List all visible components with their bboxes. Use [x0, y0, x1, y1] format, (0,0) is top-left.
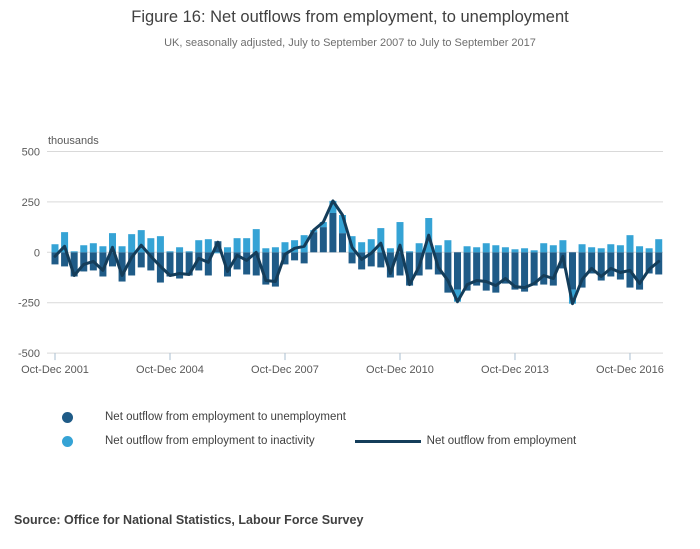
bar-unemployment[interactable] [454, 252, 461, 289]
bar-inactivity[interactable] [281, 242, 288, 252]
bar-inactivity[interactable] [588, 247, 595, 252]
y-tick-label: -500 [17, 348, 40, 361]
bar-inactivity[interactable] [607, 244, 614, 252]
bar-inactivity[interactable] [435, 245, 442, 252]
bar-inactivity[interactable] [492, 245, 499, 252]
x-tick-label: Oct-Dec 2001 [21, 364, 89, 377]
x-tick-label: Oct-Dec 2010 [366, 364, 434, 377]
line-swatch-icon [355, 440, 421, 443]
bar-inactivity[interactable] [655, 239, 662, 252]
bar-inactivity[interactable] [195, 240, 202, 252]
bar-unemployment[interactable] [339, 233, 346, 252]
legend-label-unemployment: Net outflow from employment to unemployment [105, 411, 346, 423]
bar-inactivity[interactable] [262, 248, 269, 252]
bar-unemployment[interactable] [617, 252, 624, 279]
bar-inactivity[interactable] [406, 251, 413, 252]
bar-inactivity[interactable] [358, 242, 365, 252]
chart-svg [0, 130, 700, 380]
bar-inactivity[interactable] [473, 247, 480, 252]
legend-label-inactivity: Net outflow from employment to inactivity [105, 435, 315, 447]
bar-inactivity[interactable] [464, 246, 471, 252]
x-tick-label: Oct-Dec 2013 [481, 364, 549, 377]
x-axis [21, 353, 664, 376]
bar-inactivity[interactable] [540, 243, 547, 252]
y-tick-label: 250 [21, 196, 40, 209]
bar-unemployment[interactable] [425, 252, 432, 269]
bar-unemployment[interactable] [138, 252, 145, 267]
bar-unemployment[interactable] [320, 227, 327, 252]
y-tick-label: 0 [33, 247, 40, 260]
bar-inactivity[interactable] [416, 243, 423, 252]
bar-inactivity[interactable] [71, 251, 78, 252]
bar-inactivity[interactable] [646, 248, 653, 252]
bar-inactivity[interactable] [243, 238, 250, 252]
y-tick-label: -250 [17, 297, 40, 310]
bar-inactivity[interactable] [559, 240, 566, 252]
chart-legend [62, 405, 662, 453]
bar-inactivity[interactable] [90, 243, 97, 252]
bar-unemployment[interactable] [243, 252, 250, 274]
bar-inactivity[interactable] [52, 244, 59, 252]
y-axis-unit-label: thousands [48, 135, 99, 147]
bar-inactivity[interactable] [99, 246, 106, 252]
bar-inactivity[interactable] [626, 235, 633, 252]
bar-inactivity[interactable] [598, 248, 605, 252]
bar-inactivity[interactable] [157, 236, 164, 252]
unemployment-swatch-icon [62, 412, 73, 423]
bar-inactivity[interactable] [521, 248, 528, 252]
legend-item-unemployment[interactable] [62, 405, 662, 429]
bar-inactivity[interactable] [550, 245, 557, 252]
legend-label-line: Net outflow from employment [426, 435, 577, 447]
bar-inactivity[interactable] [186, 251, 193, 252]
bar-inactivity[interactable] [502, 247, 509, 252]
bar-inactivity[interactable] [579, 244, 586, 252]
bar-inactivity[interactable] [511, 249, 518, 252]
bar-inactivity[interactable] [253, 229, 260, 252]
bar-inactivity[interactable] [617, 245, 624, 252]
bar-inactivity[interactable] [128, 234, 135, 252]
x-tick-label: Oct-Dec 2004 [136, 364, 204, 377]
bar-unemployment[interactable] [329, 213, 336, 252]
inactivity-swatch-icon [62, 436, 73, 447]
source-text: Source: Office for National Statistics, Labour Force Survey [14, 513, 364, 527]
bar-inactivity[interactable] [531, 250, 538, 252]
bar-inactivity[interactable] [176, 247, 183, 252]
page-title: Figure 16: Net outflows from employment, to unemployment [131, 8, 569, 26]
y-tick-label: 500 [21, 146, 40, 159]
bar-inactivity[interactable] [636, 246, 643, 252]
bar-inactivity[interactable] [444, 240, 451, 252]
bar-unemployment[interactable] [607, 252, 614, 276]
bar-unemployment[interactable] [483, 252, 490, 290]
bar-inactivity[interactable] [119, 246, 126, 252]
legend-item-inactivity[interactable] [62, 429, 662, 453]
bar-inactivity[interactable] [205, 239, 212, 252]
bar-inactivity[interactable] [166, 251, 173, 252]
x-tick-label: Oct-Dec 2016 [596, 364, 664, 377]
bar-inactivity[interactable] [224, 247, 231, 252]
bar-inactivity[interactable] [387, 248, 394, 252]
bar-unemployment[interactable] [349, 252, 356, 263]
x-tick-label: Oct-Dec 2007 [251, 364, 319, 377]
bar-inactivity[interactable] [483, 243, 490, 252]
bar-unemployment[interactable] [550, 252, 557, 285]
bar-inactivity[interactable] [234, 238, 241, 252]
bar-inactivity[interactable] [272, 247, 279, 252]
bar-unemployment[interactable] [291, 252, 298, 260]
bar-inactivity[interactable] [80, 245, 87, 252]
chart-area [0, 130, 700, 380]
bar-unemployment[interactable] [540, 252, 547, 284]
bar-unemployment[interactable] [301, 252, 308, 263]
bar-inactivity[interactable] [147, 238, 154, 252]
chart-subtitle: UK, seasonally adjusted, July to September 2007 to July to September 2017 [164, 37, 536, 49]
